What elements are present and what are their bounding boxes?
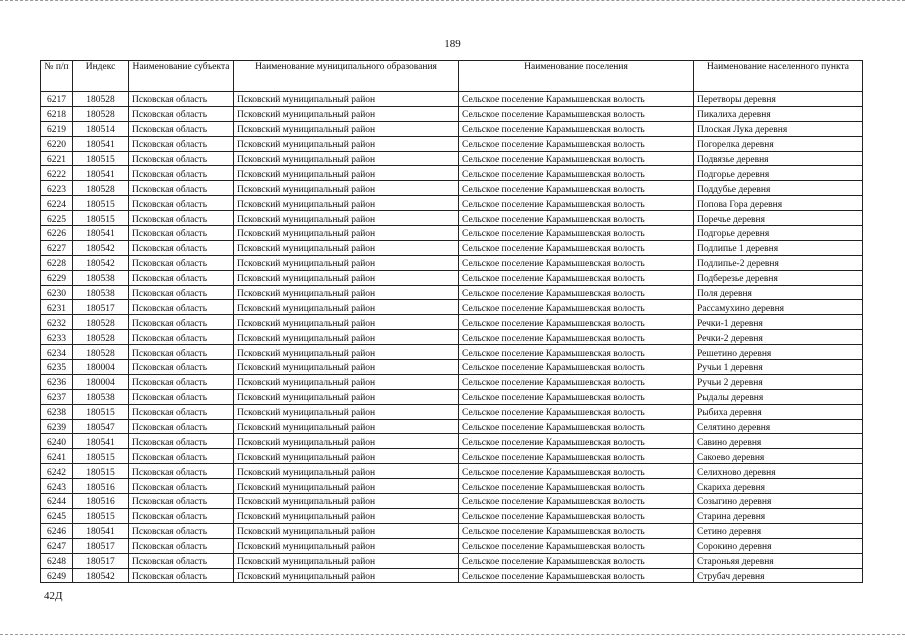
cell-num: 6240 — [41, 434, 73, 449]
cell-index: 180538 — [73, 285, 129, 300]
cell-num: 6230 — [41, 285, 73, 300]
cell-municipality: Псковский муниципальный район — [234, 464, 459, 479]
cell-settlement: Сельское поселение Карамышевская волость — [459, 330, 694, 345]
cell-municipality: Псковский муниципальный район — [234, 419, 459, 434]
table-row — [41, 226, 863, 241]
cell-index: 180515 — [73, 196, 129, 211]
footer-code: 42Д — [44, 590, 63, 602]
cell-index: 180528 — [73, 92, 129, 107]
cell-locality: Подлипье-2 деревня — [694, 255, 863, 270]
cell-subject: Псковская область — [129, 330, 234, 345]
cell-index: 180528 — [73, 106, 129, 121]
cell-settlement: Сельское поселение Карамышевская волость — [459, 226, 694, 241]
cell-settlement: Сельское поселение Карамышевская волость — [459, 464, 694, 479]
cell-municipality: Псковский муниципальный район — [234, 270, 459, 285]
table-row — [41, 315, 863, 330]
cell-municipality: Псковский муниципальный район — [234, 345, 459, 360]
table-row — [41, 300, 863, 315]
cell-locality: Струбач деревня — [694, 568, 863, 583]
cell-locality: Поречье деревня — [694, 211, 863, 226]
cell-settlement: Сельское поселение Карамышевская волость — [459, 523, 694, 538]
cell-subject: Псковская область — [129, 300, 234, 315]
cell-subject: Псковская область — [129, 553, 234, 568]
cell-municipality: Псковский муниципальный район — [234, 181, 459, 196]
cell-settlement: Сельское поселение Карамышевская волость — [459, 270, 694, 285]
cell-num: 6221 — [41, 151, 73, 166]
cell-index: 180004 — [73, 374, 129, 389]
cell-num: 6227 — [41, 240, 73, 255]
cell-locality: Попова Гора деревня — [694, 196, 863, 211]
cell-settlement: Сельское поселение Карамышевская волость — [459, 449, 694, 464]
cell-municipality: Псковский муниципальный район — [234, 494, 459, 509]
cell-num: 6248 — [41, 553, 73, 568]
cell-index: 180538 — [73, 389, 129, 404]
table-row — [41, 196, 863, 211]
cell-settlement: Сельское поселение Карамышевская волость — [459, 568, 694, 583]
cell-settlement: Сельское поселение Карамышевская волость — [459, 434, 694, 449]
cell-num: 6249 — [41, 568, 73, 583]
cell-num: 6229 — [41, 270, 73, 285]
page-number: 189 — [444, 38, 461, 50]
cell-index: 180542 — [73, 255, 129, 270]
table-row — [41, 166, 863, 181]
cell-locality: Сорокино деревня — [694, 538, 863, 553]
cell-municipality: Псковский муниципальный район — [234, 330, 459, 345]
cell-index: 180517 — [73, 553, 129, 568]
cell-municipality: Псковский муниципальный район — [234, 226, 459, 241]
cell-subject: Псковская область — [129, 404, 234, 419]
cell-num: 6235 — [41, 360, 73, 375]
table-row — [41, 121, 863, 136]
cell-municipality: Псковский муниципальный район — [234, 360, 459, 375]
cell-num: 6234 — [41, 345, 73, 360]
table-body — [41, 92, 863, 583]
cell-subject: Псковская область — [129, 389, 234, 404]
table-row — [41, 508, 863, 523]
cell-settlement: Сельское поселение Карамышевская волость — [459, 240, 694, 255]
cell-municipality: Псковский муниципальный район — [234, 389, 459, 404]
cell-settlement: Сельское поселение Карамышевская волость — [459, 300, 694, 315]
cell-subject: Псковская область — [129, 151, 234, 166]
cell-num: 6232 — [41, 315, 73, 330]
cell-num: 6226 — [41, 226, 73, 241]
cell-subject: Псковская область — [129, 211, 234, 226]
scan-top-edge — [0, 0, 905, 3]
cell-settlement: Сельское поселение Карамышевская волость — [459, 419, 694, 434]
cell-locality: Ручьи 2 деревня — [694, 374, 863, 389]
cell-subject: Псковская область — [129, 121, 234, 136]
cell-subject: Псковская область — [129, 464, 234, 479]
cell-subject: Псковская область — [129, 92, 234, 107]
cell-subject: Псковская область — [129, 538, 234, 553]
cell-subject: Псковская область — [129, 374, 234, 389]
cell-locality: Подвязье деревня — [694, 151, 863, 166]
table-row — [41, 255, 863, 270]
cell-locality: Скариха деревня — [694, 479, 863, 494]
cell-settlement: Сельское поселение Карамышевская волость — [459, 255, 694, 270]
settlements-table — [40, 60, 863, 583]
cell-locality: Подлипье 1 деревня — [694, 240, 863, 255]
cell-locality: Созыгино деревня — [694, 494, 863, 509]
cell-num: 6244 — [41, 494, 73, 509]
cell-locality: Савино деревня — [694, 434, 863, 449]
table-row — [41, 523, 863, 538]
cell-num: 6242 — [41, 464, 73, 479]
cell-index: 180515 — [73, 404, 129, 419]
cell-locality: Рыдалы деревня — [694, 389, 863, 404]
cell-locality: Речки-1 деревня — [694, 315, 863, 330]
header-settlement: Наименование поселения — [459, 61, 694, 92]
cell-municipality: Псковский муниципальный район — [234, 553, 459, 568]
cell-index: 180517 — [73, 300, 129, 315]
cell-municipality: Псковский муниципальный район — [234, 92, 459, 107]
cell-index: 180515 — [73, 464, 129, 479]
cell-index: 180004 — [73, 360, 129, 375]
cell-municipality: Псковский муниципальный район — [234, 166, 459, 181]
table-row — [41, 285, 863, 300]
cell-subject: Псковская область — [129, 196, 234, 211]
cell-num: 6219 — [41, 121, 73, 136]
cell-municipality: Псковский муниципальный район — [234, 523, 459, 538]
cell-settlement: Сельское поселение Карамышевская волость — [459, 136, 694, 151]
cell-subject: Псковская область — [129, 523, 234, 538]
cell-locality: Рыбиха деревня — [694, 404, 863, 419]
header-subject: Наименование субъекта — [129, 61, 234, 92]
table-row — [41, 568, 863, 583]
cell-num: 6228 — [41, 255, 73, 270]
cell-subject: Псковская область — [129, 240, 234, 255]
cell-num: 6224 — [41, 196, 73, 211]
cell-municipality: Псковский муниципальный район — [234, 136, 459, 151]
header-index: Индекс — [73, 61, 129, 92]
cell-index: 180528 — [73, 330, 129, 345]
cell-locality: Плоская Лука деревня — [694, 121, 863, 136]
cell-subject: Псковская область — [129, 181, 234, 196]
cell-municipality: Псковский муниципальный район — [234, 315, 459, 330]
cell-subject: Псковская область — [129, 449, 234, 464]
table-row — [41, 330, 863, 345]
cell-settlement: Сельское поселение Карамышевская волость — [459, 374, 694, 389]
cell-index: 180515 — [73, 449, 129, 464]
cell-num: 6238 — [41, 404, 73, 419]
cell-index: 180542 — [73, 240, 129, 255]
cell-municipality: Псковский муниципальный район — [234, 240, 459, 255]
cell-locality: Подгорье деревня — [694, 166, 863, 181]
cell-settlement: Сельское поселение Карамышевская волость — [459, 92, 694, 107]
cell-num: 6245 — [41, 508, 73, 523]
cell-index: 180528 — [73, 345, 129, 360]
cell-municipality: Псковский муниципальный район — [234, 374, 459, 389]
cell-index: 180541 — [73, 523, 129, 538]
cell-num: 6217 — [41, 92, 73, 107]
cell-municipality: Псковский муниципальный район — [234, 404, 459, 419]
cell-settlement: Сельское поселение Карамышевская волость — [459, 121, 694, 136]
cell-subject: Псковская область — [129, 479, 234, 494]
cell-num: 6220 — [41, 136, 73, 151]
table-row — [41, 553, 863, 568]
table-header-row — [41, 61, 863, 92]
cell-num: 6236 — [41, 374, 73, 389]
cell-index: 180547 — [73, 419, 129, 434]
cell-num: 6233 — [41, 330, 73, 345]
cell-settlement: Сельское поселение Карамышевская волость — [459, 345, 694, 360]
cell-index: 180515 — [73, 508, 129, 523]
table-row — [41, 419, 863, 434]
cell-index: 180528 — [73, 315, 129, 330]
cell-num: 6239 — [41, 419, 73, 434]
table-row — [41, 374, 863, 389]
cell-municipality: Псковский муниципальный район — [234, 568, 459, 583]
cell-num: 6241 — [41, 449, 73, 464]
cell-subject: Псковская область — [129, 494, 234, 509]
table-row — [41, 136, 863, 151]
cell-num: 6218 — [41, 106, 73, 121]
cell-subject: Псковская область — [129, 226, 234, 241]
cell-settlement: Сельское поселение Карамышевская волость — [459, 285, 694, 300]
cell-num: 6231 — [41, 300, 73, 315]
cell-index: 180528 — [73, 181, 129, 196]
table-row — [41, 464, 863, 479]
cell-settlement: Сельское поселение Карамышевская волость — [459, 106, 694, 121]
cell-index: 180516 — [73, 479, 129, 494]
table-row — [41, 449, 863, 464]
cell-locality: Поддубье деревня — [694, 181, 863, 196]
table-row — [41, 181, 863, 196]
cell-municipality: Псковский муниципальный район — [234, 106, 459, 121]
cell-index: 180514 — [73, 121, 129, 136]
table-row — [41, 360, 863, 375]
cell-settlement: Сельское поселение Карамышевская волость — [459, 151, 694, 166]
cell-settlement: Сельское поселение Карамышевская волость — [459, 196, 694, 211]
table-row — [41, 151, 863, 166]
cell-subject: Псковская область — [129, 434, 234, 449]
cell-index: 180541 — [73, 136, 129, 151]
table-row — [41, 538, 863, 553]
cell-settlement: Сельское поселение Карамышевская волость — [459, 479, 694, 494]
cell-num: 6247 — [41, 538, 73, 553]
cell-subject: Псковская область — [129, 255, 234, 270]
header-municipality: Наименование муниципального образования — [234, 61, 459, 92]
table-row — [41, 404, 863, 419]
cell-num: 6237 — [41, 389, 73, 404]
cell-settlement: Сельское поселение Карамышевская волость — [459, 508, 694, 523]
cell-settlement: Сельское поселение Карамышевская волость — [459, 389, 694, 404]
cell-municipality: Псковский муниципальный район — [234, 151, 459, 166]
cell-num: 6222 — [41, 166, 73, 181]
cell-locality: Старина деревня — [694, 508, 863, 523]
cell-locality: Рассамухино деревня — [694, 300, 863, 315]
cell-index: 180541 — [73, 166, 129, 181]
cell-num: 6225 — [41, 211, 73, 226]
cell-municipality: Псковский муниципальный район — [234, 538, 459, 553]
cell-subject: Псковская область — [129, 345, 234, 360]
cell-municipality: Псковский муниципальный район — [234, 285, 459, 300]
cell-locality: Пикалиха деревня — [694, 106, 863, 121]
cell-locality: Решетино деревня — [694, 345, 863, 360]
cell-municipality: Псковский муниципальный район — [234, 449, 459, 464]
cell-subject: Псковская область — [129, 136, 234, 151]
cell-municipality: Псковский муниципальный район — [234, 121, 459, 136]
cell-municipality: Псковский муниципальный район — [234, 479, 459, 494]
cell-municipality: Псковский муниципальный район — [234, 508, 459, 523]
cell-index: 180515 — [73, 211, 129, 226]
cell-municipality: Псковский муниципальный район — [234, 434, 459, 449]
table-row — [41, 494, 863, 509]
cell-index: 180541 — [73, 434, 129, 449]
cell-index: 180541 — [73, 226, 129, 241]
scan-bottom-edge — [0, 634, 905, 637]
cell-locality: Сетино деревня — [694, 523, 863, 538]
table-row — [41, 106, 863, 121]
cell-municipality: Псковский муниципальный район — [234, 300, 459, 315]
cell-settlement: Сельское поселение Карамышевская волость — [459, 211, 694, 226]
cell-index: 180542 — [73, 568, 129, 583]
cell-locality: Селихново деревня — [694, 464, 863, 479]
cell-settlement: Сельское поселение Карамышевская волость — [459, 404, 694, 419]
cell-municipality: Псковский муниципальный район — [234, 255, 459, 270]
cell-locality: Подберезье деревня — [694, 270, 863, 285]
cell-settlement: Сельское поселение Карамышевская волость — [459, 494, 694, 509]
cell-subject: Псковская область — [129, 166, 234, 181]
cell-settlement: Сельское поселение Карамышевская волость — [459, 166, 694, 181]
cell-num: 6246 — [41, 523, 73, 538]
cell-num: 6223 — [41, 181, 73, 196]
cell-subject: Псковская область — [129, 419, 234, 434]
table-row — [41, 240, 863, 255]
cell-locality: Ручьи 1 деревня — [694, 360, 863, 375]
cell-index: 180515 — [73, 151, 129, 166]
table-row — [41, 345, 863, 360]
cell-subject: Псковская область — [129, 360, 234, 375]
cell-subject: Псковская область — [129, 285, 234, 300]
cell-locality: Сакоево деревня — [694, 449, 863, 464]
table-row — [41, 479, 863, 494]
cell-index: 180516 — [73, 494, 129, 509]
header-locality: Наименование населенного пункта — [694, 61, 863, 92]
cell-index: 180517 — [73, 538, 129, 553]
cell-subject: Псковская область — [129, 106, 234, 121]
cell-subject: Псковская область — [129, 568, 234, 583]
table-row — [41, 434, 863, 449]
cell-settlement: Сельское поселение Карамышевская волость — [459, 553, 694, 568]
cell-index: 180538 — [73, 270, 129, 285]
cell-subject: Псковская область — [129, 315, 234, 330]
cell-settlement: Сельское поселение Карамышевская волость — [459, 181, 694, 196]
cell-settlement: Сельское поселение Карамышевская волость — [459, 315, 694, 330]
cell-locality: Поля деревня — [694, 285, 863, 300]
cell-num: 6243 — [41, 479, 73, 494]
cell-subject: Псковская область — [129, 508, 234, 523]
cell-locality: Селятино деревня — [694, 419, 863, 434]
cell-municipality: Псковский муниципальный район — [234, 196, 459, 211]
table-row — [41, 211, 863, 226]
cell-locality: Подгорье деревня — [694, 226, 863, 241]
cell-locality: Погорелка деревня — [694, 136, 863, 151]
cell-locality: Перетворы деревня — [694, 92, 863, 107]
cell-locality: Староньяя деревня — [694, 553, 863, 568]
table-row — [41, 389, 863, 404]
cell-municipality: Псковский муниципальный район — [234, 211, 459, 226]
cell-subject: Псковская область — [129, 270, 234, 285]
cell-locality: Речки-2 деревня — [694, 330, 863, 345]
table-row — [41, 270, 863, 285]
cell-settlement: Сельское поселение Карамышевская волость — [459, 538, 694, 553]
header-num: № п/п — [41, 61, 73, 92]
cell-settlement: Сельское поселение Карамышевская волость — [459, 360, 694, 375]
table-row — [41, 92, 863, 107]
